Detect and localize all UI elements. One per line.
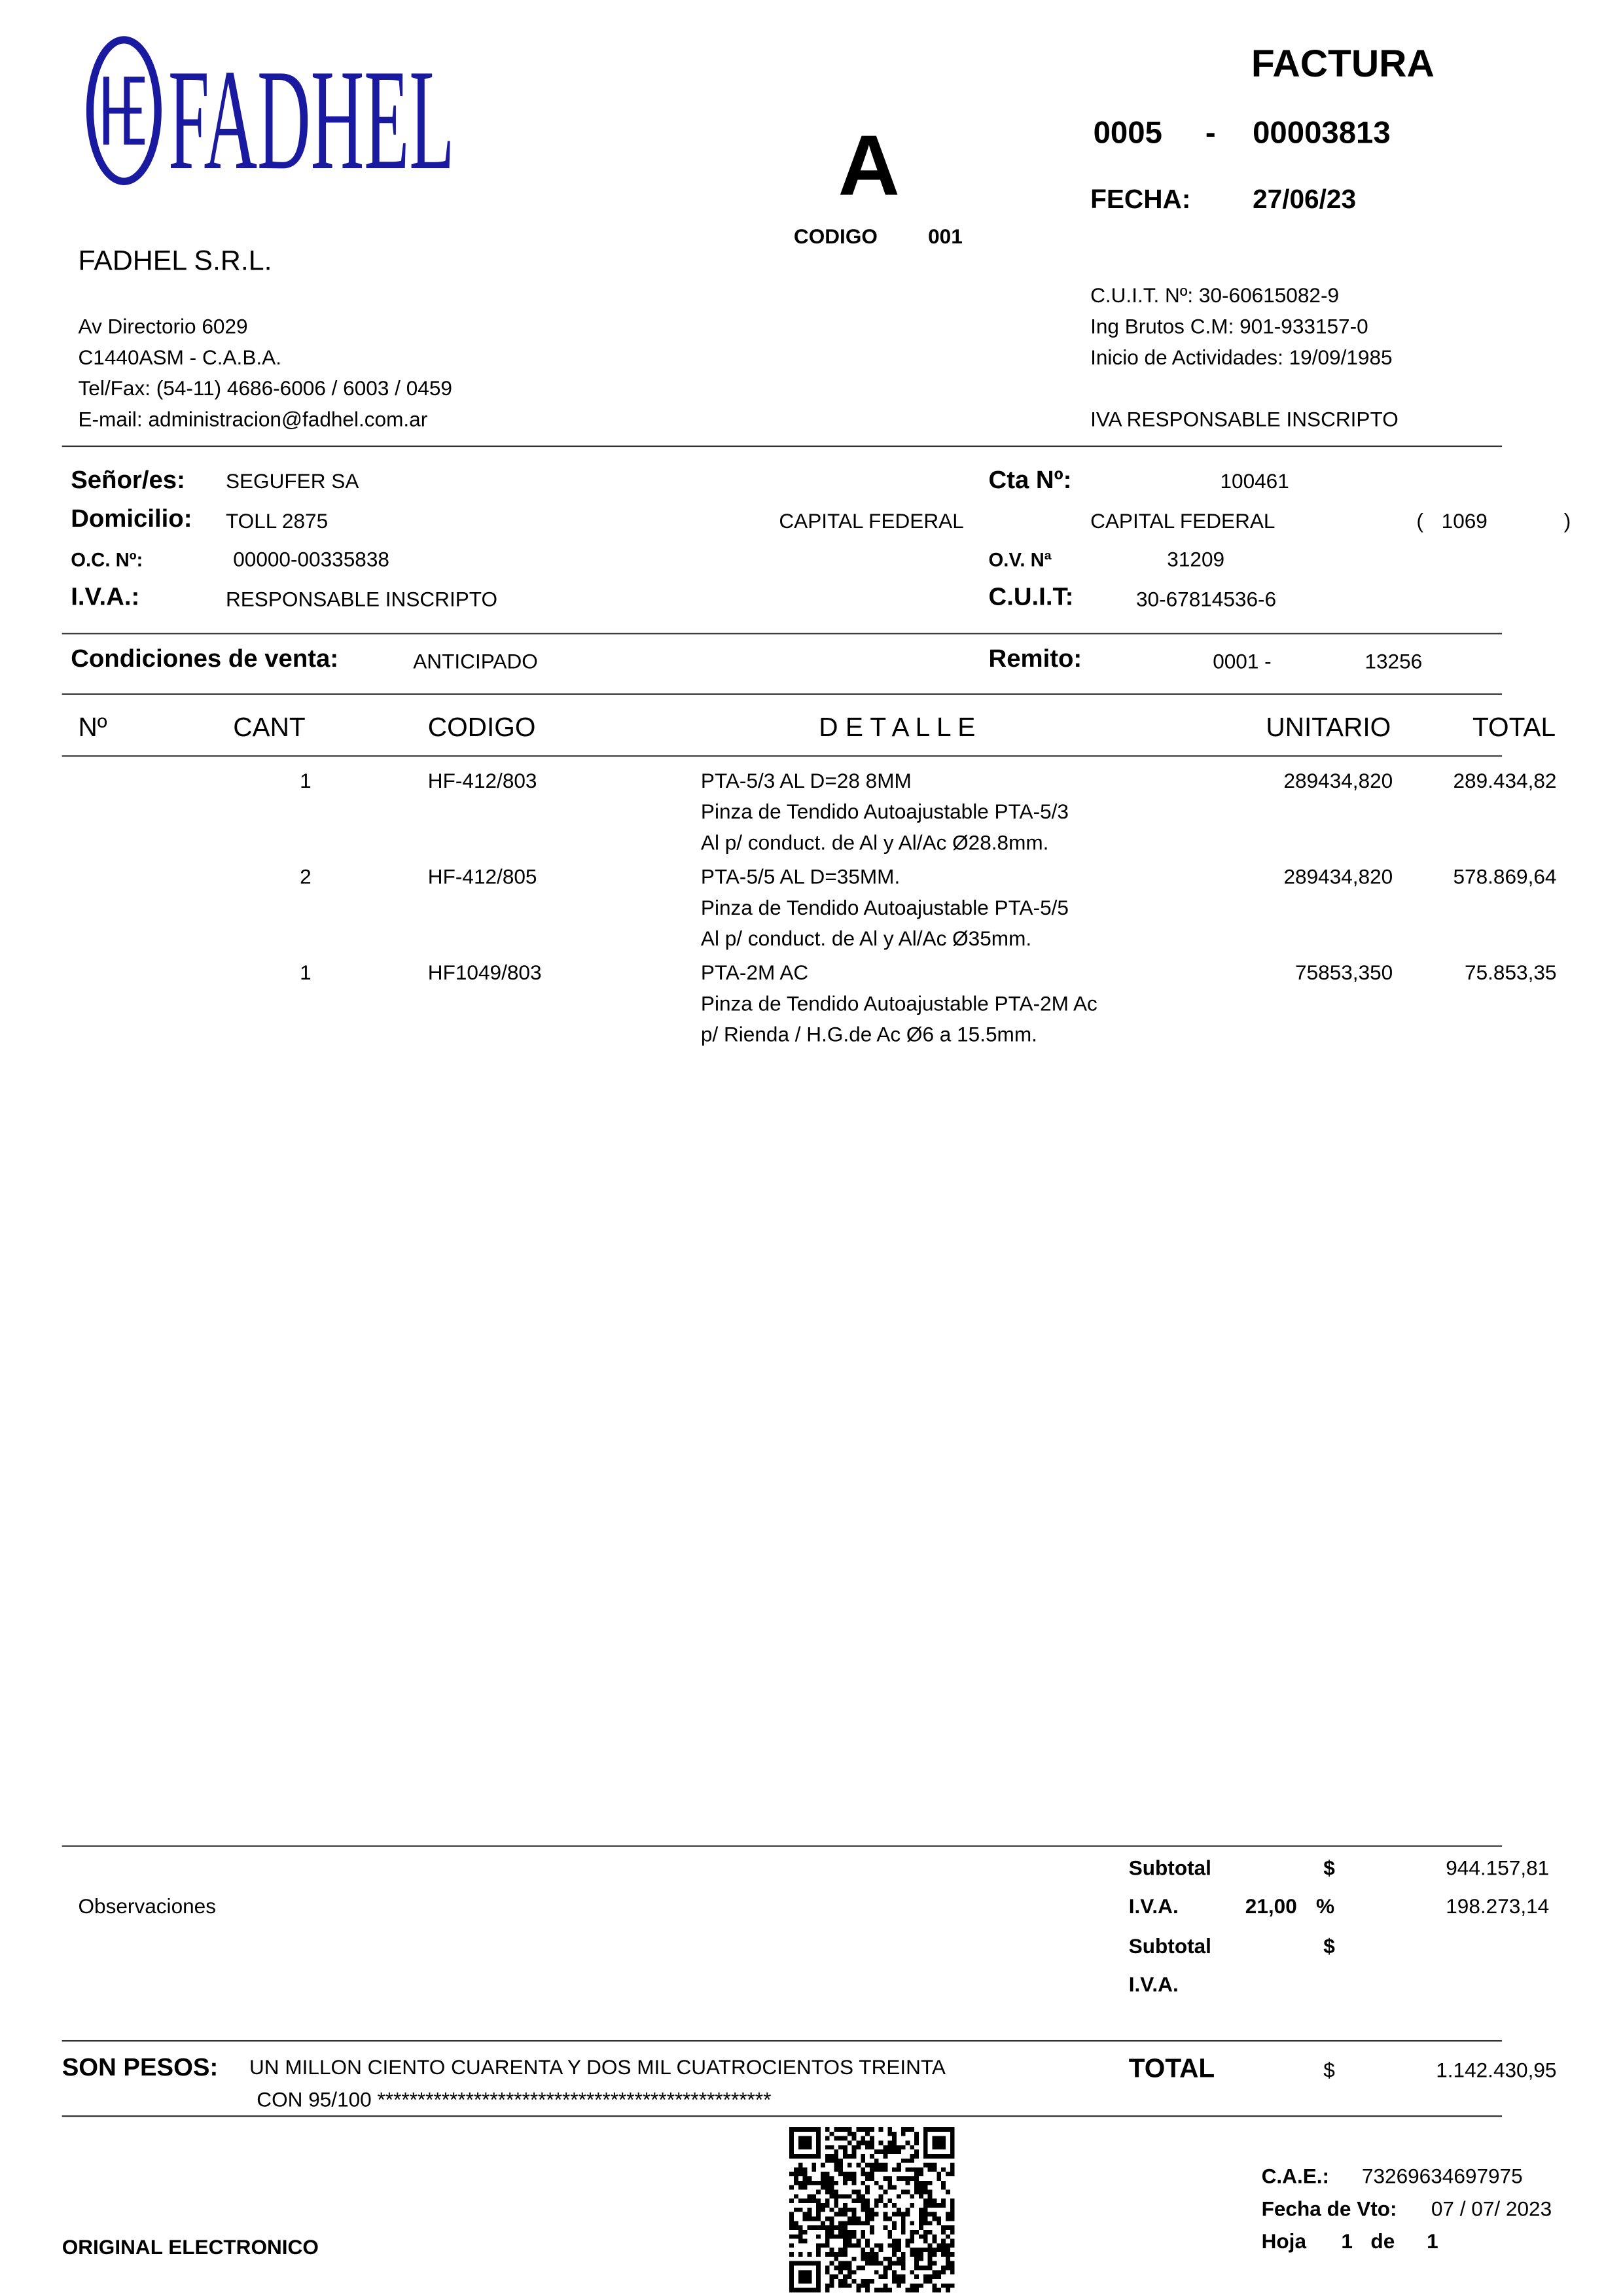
- company-cuit: C.U.I.T. Nº: 30-60615082-9: [1090, 283, 1340, 307]
- invoice-pos: 0005: [1093, 116, 1162, 150]
- company-email: E-mail: administracion@fadhel.com.ar: [78, 407, 428, 431]
- header-total: TOTAL: [1472, 712, 1556, 743]
- codigo-postal: 1069: [1441, 508, 1488, 533]
- total-currency: $: [1323, 2058, 1335, 2082]
- subtotal2-label: Subtotal: [1128, 1934, 1211, 1958]
- iva-label: I.V.A.:: [71, 582, 140, 611]
- company-phone: Tel/Fax: (54-11) 4686-6006 / 6003 / 0459: [78, 376, 452, 400]
- cae-value: 73269634697975: [1361, 2164, 1523, 2188]
- cuit-label: C.U.I.T:: [988, 582, 1074, 611]
- divider: [62, 1845, 1502, 1846]
- son-pesos-line2: CON 95/100 *************************************************: [257, 2087, 772, 2111]
- company-iva: IVA RESPONSABLE INSCRIPTO: [1090, 407, 1399, 431]
- condiciones-label: Condiciones de venta:: [71, 645, 339, 673]
- remito-value: 13256: [1364, 648, 1423, 673]
- subtotal-value: 944.157,81: [1446, 1856, 1550, 1880]
- item-detalle-line: PTA-5/5 AL D=35MM.: [700, 864, 901, 889]
- header-unitario: UNITARIO: [1266, 712, 1391, 743]
- header-detalle: D E T A L L E: [819, 712, 976, 743]
- item-detalle-line: PTA-2M AC: [700, 960, 809, 984]
- item-detalle-line: Al p/ conduct. de Al y Al/Ac Ø28.8mm.: [700, 830, 1049, 855]
- divider: [62, 755, 1502, 756]
- son-pesos-line1: UN MILLON CIENTO CUARENTA Y DOS MIL CUATROCIENTOS TREINTA: [249, 2055, 946, 2079]
- remito-label: Remito:: [988, 645, 1082, 673]
- company-city: C1440ASM - C.A.B.A.: [78, 345, 281, 369]
- item-codigo: HF1049/803: [427, 960, 542, 984]
- domicilio-label: Domicilio:: [71, 504, 192, 533]
- iva2-label: I.V.A.: [1128, 1972, 1179, 1996]
- item-codigo: HF-412/805: [427, 864, 537, 889]
- header-cant: CANT: [233, 712, 306, 743]
- header-nro: Nº: [78, 712, 107, 743]
- company-inicio: Inicio de Actividades: 19/09/1985: [1090, 345, 1393, 369]
- vto-label: Fecha de Vto:: [1261, 2196, 1397, 2221]
- observaciones-label: Observaciones: [78, 1894, 217, 1918]
- item-total: 289.434,82: [1453, 768, 1557, 792]
- senor-label: Señor/es:: [71, 466, 185, 495]
- header-codigo: CODIGO: [427, 712, 536, 743]
- invoice-sep: -: [1205, 116, 1216, 150]
- iva-rate: 21,00: [1245, 1894, 1297, 1918]
- svg-text:FADHEL: FADHEL: [168, 39, 455, 200]
- subtotal-label: Subtotal: [1128, 1856, 1211, 1880]
- domicilio-value: TOLL 2875: [225, 508, 329, 533]
- iva-pct: %: [1316, 1894, 1335, 1918]
- oc-label: O.C. Nº:: [71, 548, 143, 571]
- item-cant: 2: [300, 864, 312, 889]
- ov-value: 31209: [1167, 547, 1225, 571]
- invoice-title: FACTURA: [1251, 41, 1435, 86]
- client-name: SEGUFER SA: [225, 468, 359, 493]
- cp-open: (: [1416, 508, 1423, 533]
- company-name: FADHEL S.R.L.: [78, 246, 272, 277]
- invoice-number: 00003813: [1253, 116, 1391, 150]
- item-total: 578.869,64: [1453, 864, 1557, 889]
- iva-total-label: I.V.A.: [1128, 1894, 1179, 1918]
- fecha-label: FECHA:: [1090, 184, 1191, 214]
- item-unitario: 289434,820: [1283, 864, 1393, 889]
- item-cant: 1: [300, 768, 312, 792]
- localidad: CAPITAL FEDERAL: [779, 508, 964, 533]
- divider: [62, 633, 1502, 634]
- hoja-label: Hoja: [1261, 2229, 1307, 2253]
- company-address: Av Directorio 6029: [78, 314, 248, 338]
- son-pesos-label: SON PESOS:: [62, 2053, 219, 2082]
- item-detalle-line: Al p/ conduct. de Al y Al/Ac Ø35mm.: [700, 926, 1032, 950]
- divider: [62, 446, 1502, 447]
- subtotal-currency: $: [1323, 1856, 1335, 1880]
- remito-pos: 0001 -: [1213, 648, 1272, 673]
- total-value: 1.142.430,95: [1436, 2058, 1557, 2082]
- cp-close: ): [1563, 508, 1571, 533]
- invoice-letter: A: [838, 118, 900, 214]
- ov-label: O.V. Nª: [988, 548, 1052, 571]
- iva-value: RESPONSABLE INSCRIPTO: [225, 587, 498, 611]
- item-total: 75.853,35: [1465, 960, 1557, 984]
- iva-total-value: 198.273,14: [1446, 1894, 1550, 1918]
- codigo-value: 001: [928, 224, 963, 248]
- item-cant: 1: [300, 960, 312, 984]
- item-detalle-line: PTA-5/3 AL D=28 8MM: [700, 768, 912, 792]
- item-unitario: 75853,350: [1295, 960, 1393, 984]
- subtotal2-currency: $: [1323, 1934, 1335, 1958]
- fecha-value: 27/06/23: [1253, 184, 1357, 214]
- hoja-total: 1: [1427, 2229, 1438, 2253]
- item-codigo: HF-412/803: [427, 768, 537, 792]
- condiciones-value: ANTICIPADO: [413, 648, 538, 673]
- item-detalle-line: Pinza de Tendido Autoajustable PTA-5/3: [700, 799, 1069, 824]
- cuit-value: 30-67814536-6: [1135, 587, 1277, 611]
- divider: [62, 694, 1502, 695]
- total-label: TOTAL: [1128, 2053, 1215, 2083]
- logo-mark-icon: [86, 33, 457, 200]
- cta-value: 100461: [1220, 468, 1289, 493]
- divider: [62, 2040, 1502, 2041]
- original-electronico: ORIGINAL ELECTRONICO: [62, 2234, 319, 2259]
- item-detalle-line: p/ Rienda / H.G.de Ac Ø6 a 15.5mm.: [700, 1022, 1037, 1046]
- cae-label: C.A.E.:: [1261, 2164, 1330, 2188]
- item-detalle-line: Pinza de Tendido Autoajustable PTA-5/5: [700, 895, 1069, 919]
- provincia: CAPITAL FEDERAL: [1090, 508, 1275, 533]
- company-logo: [86, 33, 457, 200]
- de-label: de: [1370, 2229, 1395, 2253]
- divider: [62, 2115, 1502, 2117]
- codigo-label: CODIGO: [793, 224, 878, 248]
- vto-value: 07 / 07/ 2023: [1431, 2196, 1552, 2221]
- item-detalle-line: Pinza de Tendido Autoajustable PTA-2M Ac: [700, 991, 1097, 1016]
- cta-label: Cta Nº:: [988, 466, 1072, 495]
- hoja-value: 1: [1341, 2229, 1353, 2253]
- qr-code: [789, 2127, 955, 2293]
- item-unitario: 289434,820: [1283, 768, 1393, 792]
- oc-value: 00000-00335838: [233, 547, 389, 571]
- company-iibb: Ing Brutos C.M: 901-933157-0: [1090, 314, 1368, 338]
